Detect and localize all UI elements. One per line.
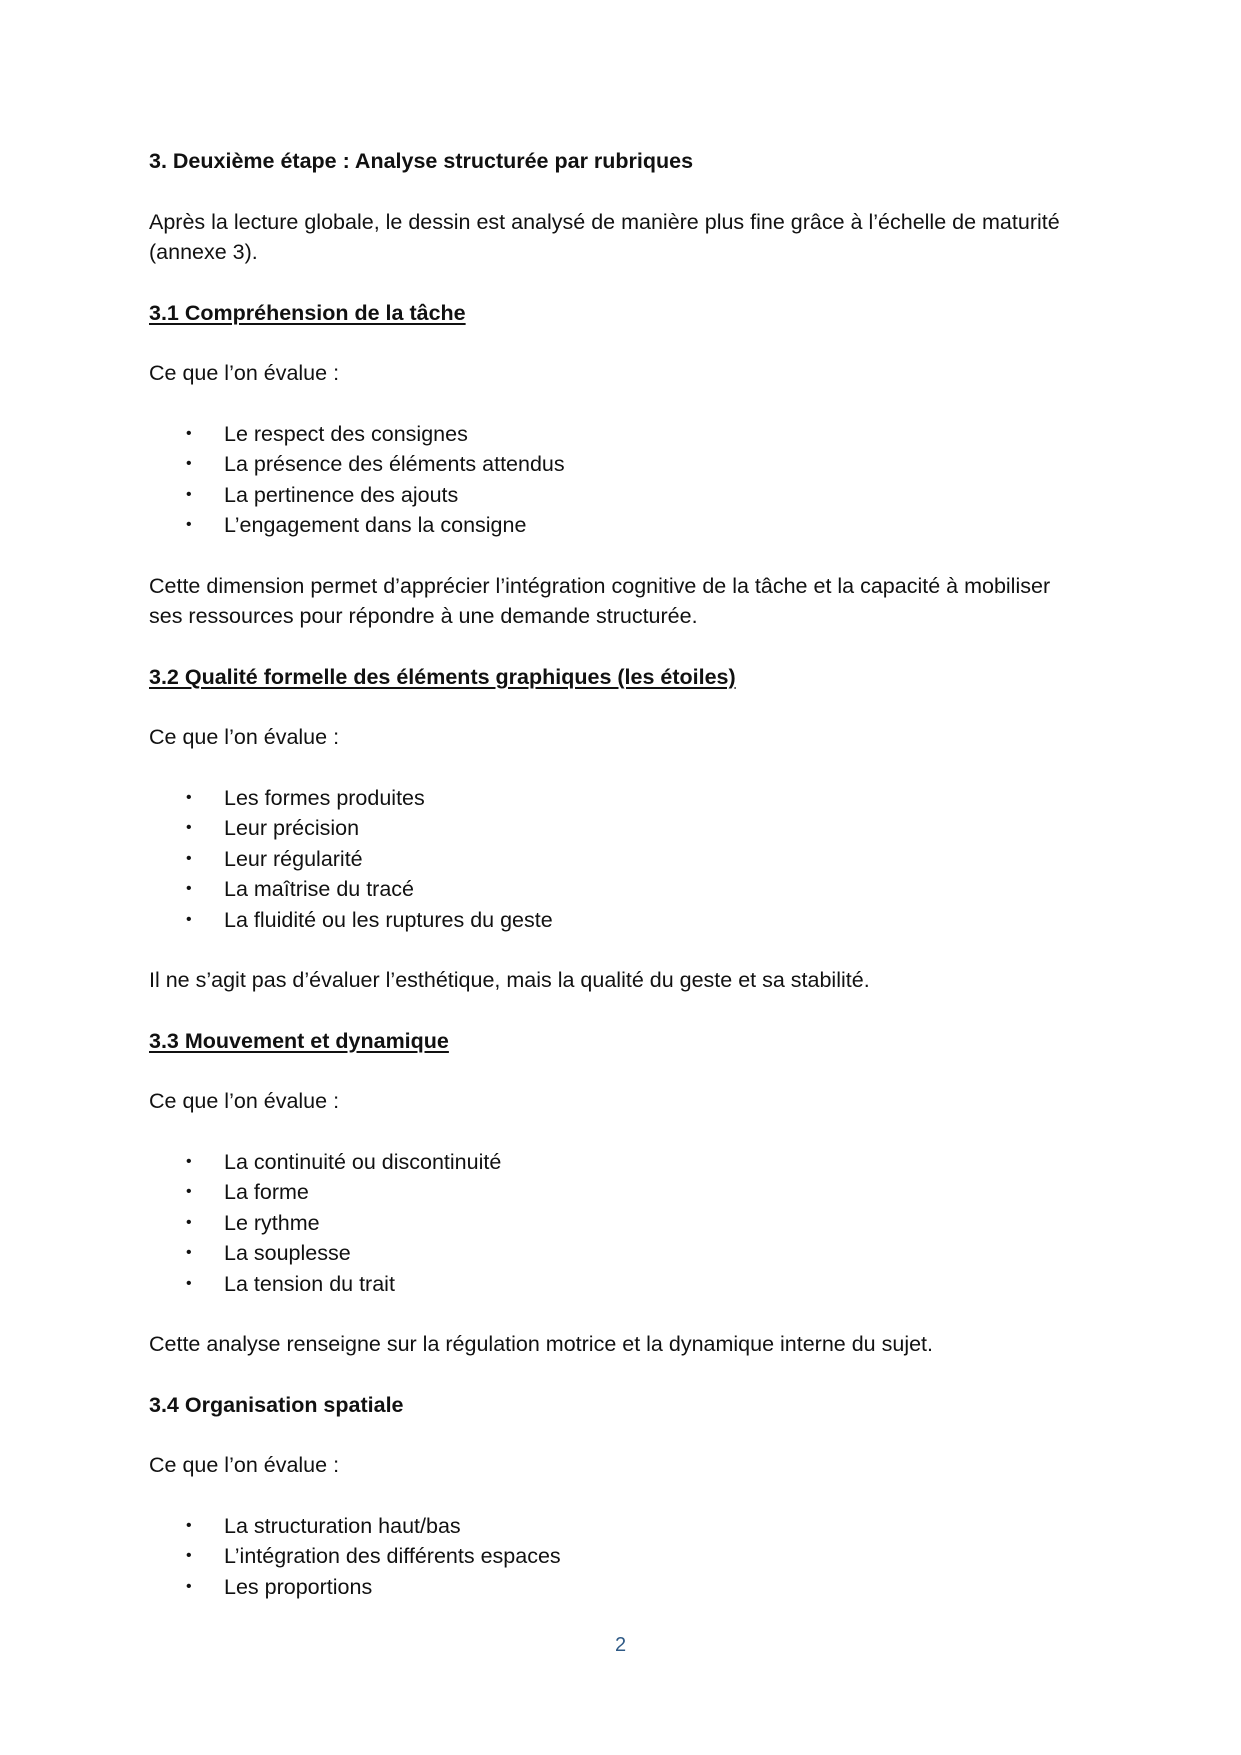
bullet-icon: • (186, 424, 192, 442)
list-item: • La maîtrise du tracé (149, 874, 1089, 905)
bullet-icon: • (186, 1152, 192, 1170)
list-item: • La structuration haut/bas (149, 1511, 1089, 1542)
bullet-list-3-3 (149, 1147, 1089, 1300)
list-item: • L’engagement dans la consigne (149, 510, 1089, 541)
bullet-icon: • (186, 1213, 192, 1231)
list-item: • La forme (149, 1177, 1089, 1208)
bullet-icon: • (186, 788, 192, 806)
bullet-icon: • (186, 485, 192, 503)
list-item: • La souplesse (149, 1238, 1089, 1269)
list-item: • Leur précision (149, 813, 1089, 844)
subsection-lead-3-1: Ce que l’on évalue : (149, 361, 340, 385)
bullet-icon: • (186, 1274, 192, 1292)
subsection-lead-3-2: Ce que l’on évalue : (149, 725, 340, 749)
subsection-title-3-1: 3.1 Compréhension de la tâche (149, 300, 466, 325)
list-item: • La fluidité ou les ruptures du geste (149, 905, 1089, 936)
bullet-icon: • (186, 880, 192, 897)
bullet-icon: • (186, 910, 192, 928)
bullet-list-3-2 (149, 783, 1089, 936)
bullet-icon: • (186, 455, 192, 472)
document-body (149, 146, 1089, 1602)
subsection-conclusion-3-1: Cette dimension permet d’apprécier l’intégration cognitive de la tâche et la capacité à mobiliser ses ressources pour répondre à une demande structurée. (149, 573, 1051, 628)
list-item: • Le respect des consignes (149, 419, 1089, 450)
list-item: • Leur régularité (149, 844, 1089, 875)
bullet-list-3-1 (149, 419, 1089, 541)
subsection-lead-3-3: Ce que l’on évalue : (149, 1089, 340, 1113)
list-item: • La continuité ou discontinuité (149, 1147, 1089, 1178)
section-title: 3. Deuxième étape : Analyse structurée par rubriques (149, 149, 694, 173)
bullet-icon: • (186, 819, 192, 836)
bullet-icon: • (186, 1244, 192, 1261)
bullet-icon: • (186, 1183, 192, 1200)
bullet-icon: • (186, 516, 192, 533)
list-item: • La pertinence des ajouts (149, 480, 1089, 511)
subsection-title-3-4: 3.4 Organisation spatiale (149, 1392, 404, 1417)
list-item: • Les formes produites (149, 783, 1089, 814)
list-item: • Le rythme (149, 1208, 1089, 1239)
bullet-icon: • (186, 1577, 192, 1595)
bullet-icon: • (186, 1547, 192, 1564)
list-item: • La tension du trait (149, 1269, 1089, 1300)
list-item: • Les proportions (149, 1572, 1089, 1603)
page-number: 2 (614, 1634, 627, 1656)
subsection-conclusion-3-3: Cette analyse renseigne sur la régulation motrice et la dynamique interne du sujet. (149, 1332, 934, 1356)
bullet-list-3-4 (149, 1511, 1089, 1603)
subsection-conclusion-3-2: Il ne s’agit pas d’évaluer l’esthétique, mais la qualité du geste et sa stabilité. (149, 968, 870, 992)
subsection-title-3-2: 3.2 Qualité formelle des éléments graphiques (les étoiles) (149, 664, 736, 689)
intro-paragraph: Après la lecture globale, le dessin est analysé de manière plus fine grâce à l’échelle de maturité (annexe 3). (149, 209, 1060, 264)
bullet-icon: • (186, 1516, 192, 1534)
list-item: • L’intégration des différents espaces (149, 1541, 1089, 1572)
bullet-icon: • (186, 849, 192, 867)
subsection-title-3-3: 3.3 Mouvement et dynamique (149, 1028, 449, 1053)
list-item: • La présence des éléments attendus (149, 449, 1089, 480)
subsection-lead-3-4: Ce que l’on évalue : (149, 1453, 340, 1477)
